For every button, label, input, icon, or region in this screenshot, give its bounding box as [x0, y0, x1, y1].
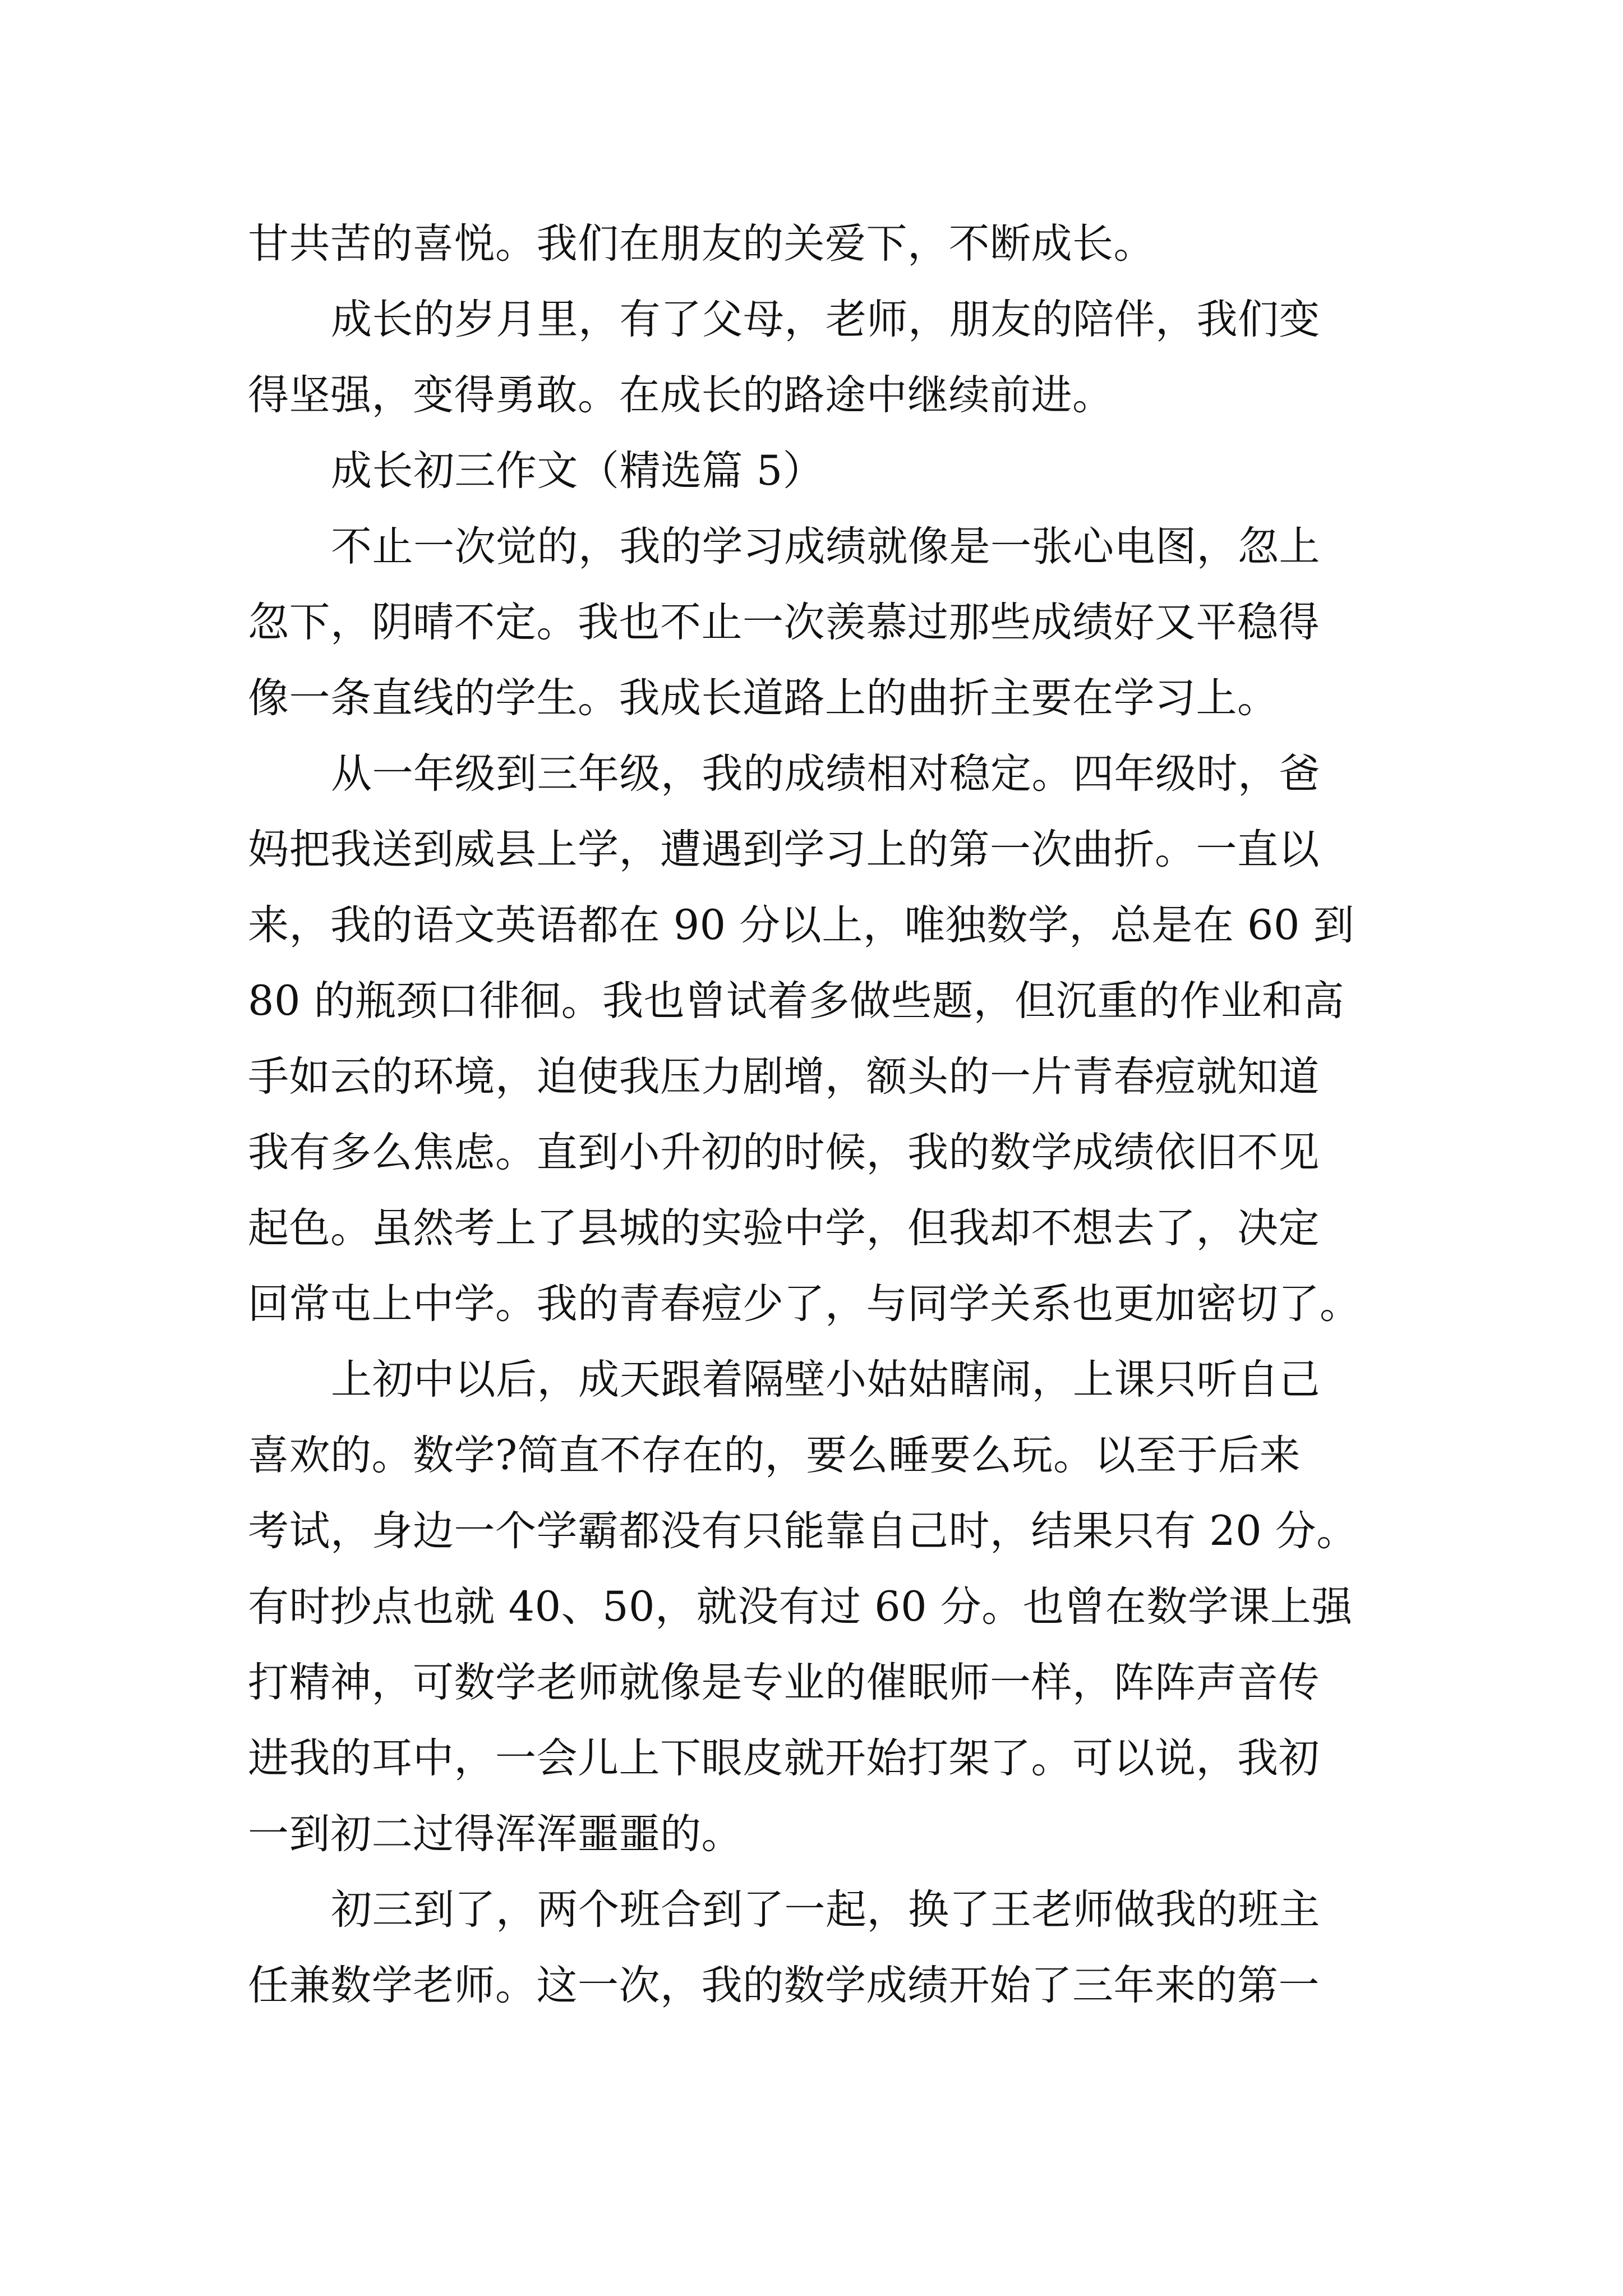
section-heading: 成长初三作文（精选篇 5）: [331, 447, 824, 495]
text-line: 来，我的语文英语都在 90 分以上，唯独数学，总是在 60 到: [248, 901, 1355, 949]
text-line: 起色。虽然考上了县城的实验中学，但我却不想去了，决定: [248, 1204, 1320, 1252]
text-line: 考试，身边一个学霸都没有只能靠自己时，结果只有 20 分。: [248, 1507, 1358, 1555]
text-line: 回常屯上中学。我的青春痘少了，与同学关系也更加密切了。: [248, 1280, 1361, 1328]
paragraph-start: 成长的岁月里，有了父母，老师，朋友的陪伴，我们变: [331, 296, 1320, 343]
text-line: 有时抄点也就 40、50，就没有过 60 分。也曾在数学课上强: [248, 1583, 1353, 1631]
paragraph-start: 上初中以后，成天跟着隔壁小姑姑瞎闹，上课只听自己: [331, 1356, 1320, 1404]
text-line: 忽下，阴晴不定。我也不止一次羡慕过那些成绩好又平稳得: [248, 599, 1320, 646]
text-line: 妈把我送到威县上学，遭遇到学习上的第一次曲折。一直以: [248, 826, 1320, 873]
text-line: 得坚强，变得勇敢。在成长的路途中继续前进。: [248, 371, 1114, 419]
text-line: 甘共苦的喜悦。我们在朋友的关爱下，不断成长。: [248, 220, 1155, 268]
text-line: 80 的瓶颈口徘徊。我也曾试着多做些题，但沉重的作业和高: [248, 977, 1345, 1025]
text-line: 任兼数学老师。这一次，我的数学成绩开始了三年来的第一: [248, 1962, 1320, 2009]
text-line: 像一条直线的学生。我成长道路上的曲折主要在学习上。: [248, 674, 1279, 722]
text-line: 手如云的环境，迫使我压力剧增，额头的一片青春痘就知道: [248, 1053, 1320, 1101]
text-line: 喜欢的。数学?简直不存在的，要么睡要么玩。以至于后来: [248, 1432, 1301, 1479]
paragraph-start: 从一年级到三年级，我的成绩相对稳定。四年级时，爸: [331, 750, 1320, 798]
text-line: 打精神，可数学老师就像是专业的催眠师一样，阵阵声音传: [248, 1659, 1320, 1706]
paragraph-start: 初三到了，两个班合到了一起，换了王老师做我的班主: [331, 1886, 1320, 1934]
text-line: 我有多么焦虑。直到小升初的时候，我的数学成绩依旧不见: [248, 1129, 1320, 1176]
paragraph-start: 不止一次觉的，我的学习成绩就像是一张心电图，忽上: [331, 523, 1320, 570]
text-line: 进我的耳中，一会儿上下眼皮就开始打架了。可以说，我初: [248, 1734, 1320, 1782]
text-line: 一到初二过得浑浑噩噩的。: [248, 1810, 743, 1858]
